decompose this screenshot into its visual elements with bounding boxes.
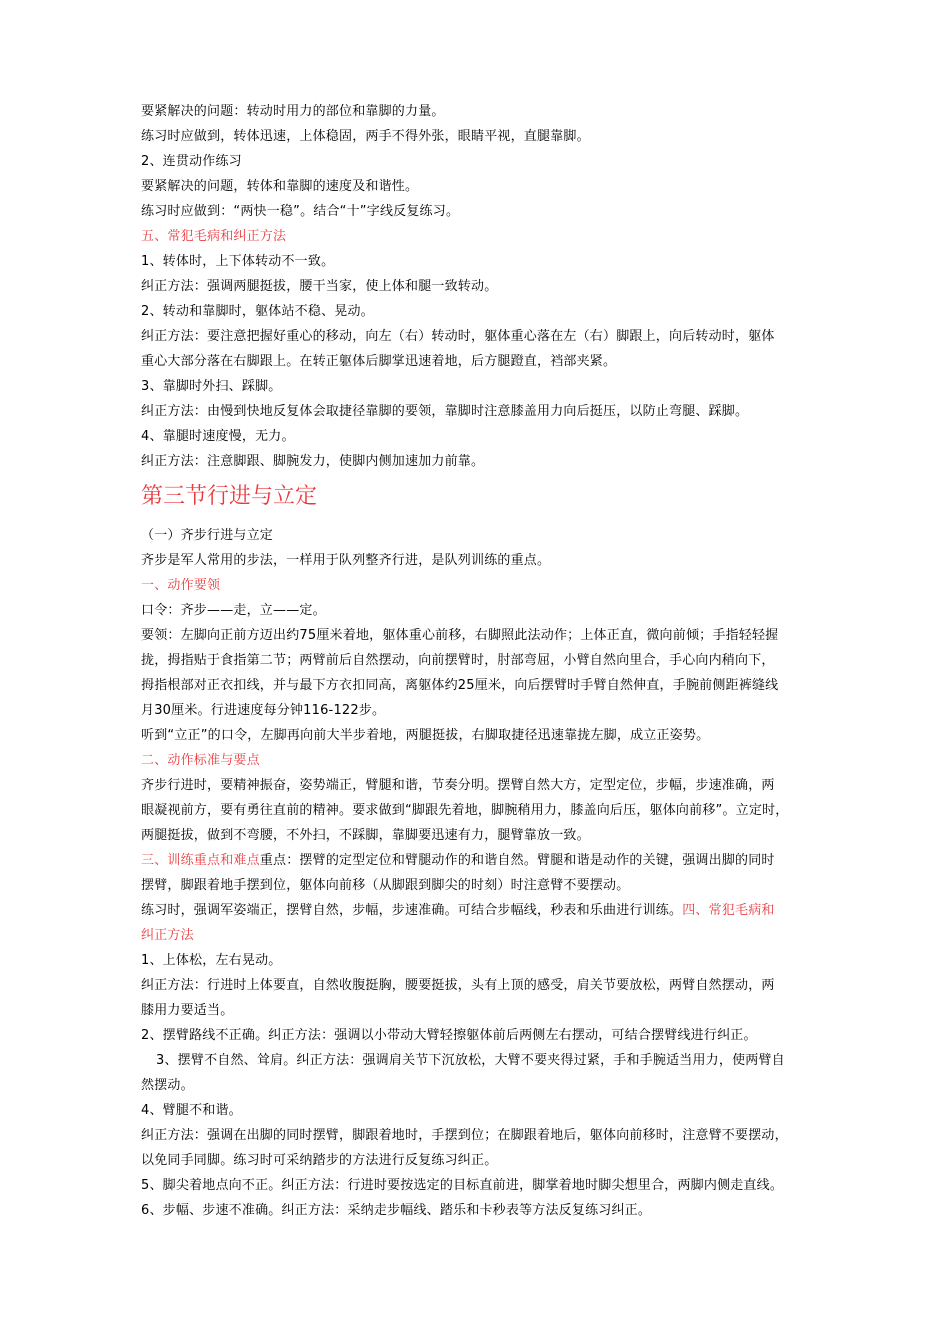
mixed-line xyxy=(141,852,813,870)
body-line: 膝用力要适当。 xyxy=(141,1003,234,1018)
body-text: 重点：摆臂的定型定位和臂腿动作的和谐自然。臂腿和谐是动作的关键，强调出脚的同时 xyxy=(259,853,775,868)
body-line: 以免同手同脚。练习时可采纳踏步的方法进行反复练习纠正。 xyxy=(141,1153,498,1168)
body-line: 两腿挺拔，做到不弯腰，不外扫，不踩脚，靠脚要迅速有力，腿臂靠放一致。 xyxy=(141,828,590,843)
numbered-item: 2、转动和靠脚时，躯体站不稳、晃动。 xyxy=(141,304,374,319)
numbered-item: 6、步幅、步速不准确。纠正方法：采纳走步幅线、踏乐和卡秒表等方法反复练习纠正。 xyxy=(141,1203,652,1218)
body-line: 纠正方法：行进时上体要直，自然收腹挺胸，腰要挺拔，头有上顶的感受，肩关节要放松，两臂自然摆动，两 xyxy=(141,978,775,993)
body-text: 练习时，强调军姿端正，摆臂自然，步幅，步速准确。可结合步幅线，秒表和乐曲进行训练。 xyxy=(141,903,683,918)
body-line: 纠正方法：注意脚跟、脚腕发力，使脚内侧加速加力前靠。 xyxy=(141,454,485,469)
body-line: 齐步是军人常用的步法，一样用于队列整齐行进，是队列训练的重点。 xyxy=(141,553,551,568)
body-line: 重心大部分落在右脚跟上。在转正躯体后脚掌迅速着地，后方腿蹬直，裆部夹紧。 xyxy=(141,354,617,369)
body-line: 拢，拇指贴于食指第二节；两臂前后自然摆动，向前摆臂时，肘部弯屈，小臂自然向里合，手心向内稍向下， xyxy=(141,653,775,668)
body-line: 要领：左脚向正前方迈出约75厘米着地，躯体重心前移，右脚照此法动作；上体正直，微向前倾；手指轻轻握 xyxy=(141,628,779,643)
numbered-item: 4、臂腿不和谐。 xyxy=(141,1103,242,1118)
body-line: 纠正方法：由慢到快地反复体会取捷径靠脚的要领，靠脚时注意膝盖用力向后挺压，以防止弯腿、踩脚。 xyxy=(141,404,749,419)
numbered-item: 1、转体时，上下体转动不一致。 xyxy=(141,254,335,269)
numbered-item: 2、连贯动作练习 xyxy=(141,154,242,169)
numbered-item: 2、摆臂路线不正确。纠正方法：强调以小带动大臂轻擦躯体前后两侧左右摆动，可结合摆臂线进行纠正。 xyxy=(141,1028,757,1043)
body-line: 眼凝视前方，要有勇往直前的精神。要求做到“脚跟先着地，脚腕稍用力，膝盖向后压，躯体向前移”。立定时， xyxy=(141,803,789,818)
body-line: 拇指根部对正衣扣线，并与最下方衣扣同高，离躯体约25厘米，向后摆臂时手臂自然伸直，手腕前侧距裤缝线 xyxy=(141,678,779,693)
section-heading: 三、训练重点和难点 xyxy=(141,853,260,868)
mixed-line xyxy=(141,902,813,920)
body-line: 月30厘米。行进速度每分钟116-122步。 xyxy=(141,703,386,718)
body-line: 练习时应做到：“两快一稳”。结合“十”字线反复练习。 xyxy=(141,204,460,219)
body-line: 然摆动。 xyxy=(141,1078,194,1093)
subsection-title: （一）齐步行进与立定 xyxy=(141,528,274,543)
section-heading: 二、动作标准与要点 xyxy=(141,753,260,768)
body-line: 听到“立正”的口令，左脚再向前大半步着地，两腿挺拔，右脚取捷径迅速靠拢左脚，成立正姿势。 xyxy=(141,728,710,743)
section-heading-continued: 纠正方法 xyxy=(141,928,194,943)
section-heading: 一、动作要领 xyxy=(141,578,221,593)
body-line: 要紧解决的问题：转动时用力的部位和靠脚的力量。 xyxy=(141,104,445,119)
section-heading: 四、常犯毛病和 xyxy=(682,903,775,918)
body-line: 齐步行进时，要精神振奋，姿势端正，臂腿和谐，节奏分明。摆臂自然大方，定型定位，步幅，步速准确，两 xyxy=(141,778,775,793)
numbered-item: 5、脚尖着地点向不正。纠正方法：行进时要按选定的目标直前进，脚掌着地时脚尖想里合，两脚内侧走直线。 xyxy=(141,1178,784,1193)
chapter-heading: 第三节行进与立定 xyxy=(141,484,318,509)
body-line: 口令：齐步——走，立——定。 xyxy=(141,603,326,618)
numbered-item: 1、上体松，左右晃动。 xyxy=(141,953,282,968)
numbered-item: 3、靠脚时外扫、踩脚。 xyxy=(141,379,282,394)
numbered-item: 4、靠腿时速度慢，无力。 xyxy=(141,429,295,444)
body-line: 练习时应做到，转体迅速，上体稳固，两手不得外张，眼睛平视，直腿靠脚。 xyxy=(141,129,590,144)
section-heading: 五、常犯毛病和纠正方法 xyxy=(141,229,287,244)
body-line: 纠正方法：要注意把握好重心的移动，向左（右）转动时，躯体重心落在左（右）脚跟上，向后转动时，躯体 xyxy=(141,329,775,344)
body-line: 摆臂，脚跟着地手摆到位，躯体向前移（从脚跟到脚尖的时刻）时注意臂不要摆动。 xyxy=(141,878,630,893)
numbered-item: 3、摆臂不自然、耸肩。纠正方法：强调肩关节下沉放松，大臂不要夹得过紧，手和手腕适当用力，使两臂自 xyxy=(156,1053,785,1068)
body-line: 纠正方法：强调在出脚的同时摆臂，脚跟着地时，手摆到位；在脚跟着地后，躯体向前移时，注意臂不要摆动， xyxy=(141,1128,788,1143)
body-line: 要紧解决的问题，转体和靠脚的速度及和谐性。 xyxy=(141,179,419,194)
body-line: 纠正方法：强调两腿挺拔，腰干当家，使上体和腿一致转动。 xyxy=(141,279,498,294)
